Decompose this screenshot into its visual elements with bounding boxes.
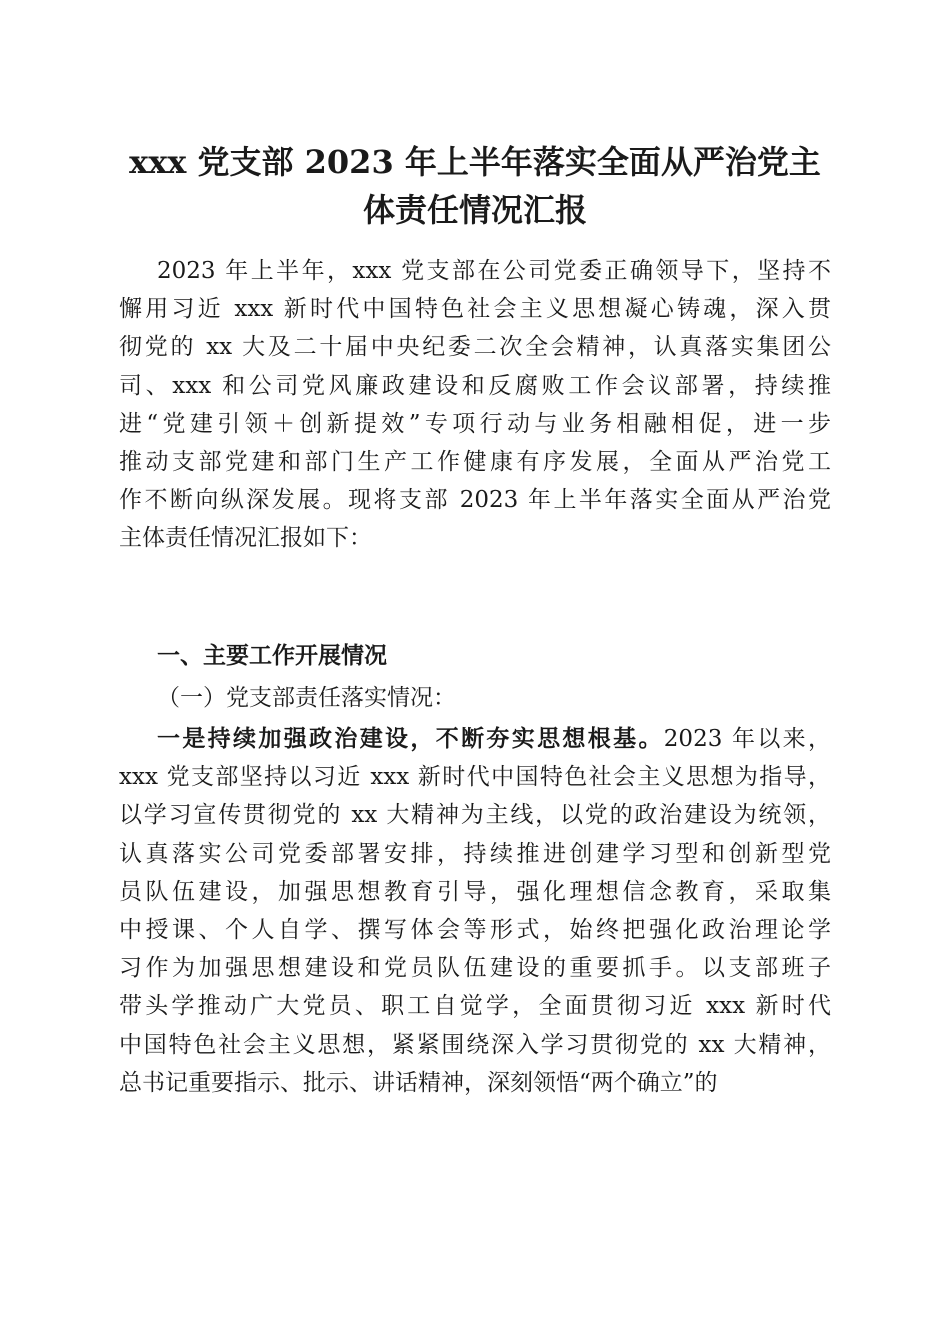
intro-line: 推动支部党建和部门生产工作健康有序发展，全面从严治党工: [119, 448, 831, 475]
paragraph-line: 中国特色社会主义思想，紧紧围绕深入学习贯彻党的 xx 大精神，: [119, 1031, 831, 1058]
paragraph-line: 总书记重要指示、批示、讲话精神，深刻领悟“两个确立”的: [119, 1069, 718, 1096]
intro-line: 进“党建引领＋创新提效”专项行动与业务相融相促，进一步: [119, 410, 831, 437]
paragraph-line: 中授课、个人自学、撰写体会等形式，始终把强化政治理论学: [119, 916, 831, 943]
title-line-1: xxx 党支部 2023 年上半年落实全面从严治党主: [129, 143, 821, 181]
intro-line: 彻党的 xx 大及二十届中央纪委二次全会精神，认真落实集团公: [119, 334, 831, 361]
intro-line: 司、xxx 和公司党风廉政建设和反腐败工作会议部署，持续推: [119, 372, 831, 399]
paragraph-line: 员队伍建设，加强思想教育引导，强化理想信念教育，采取集: [119, 878, 831, 905]
paragraph-line: 习作为加强思想建设和党员队伍建设的重要抓手。以支部班子: [119, 955, 831, 982]
intro-paragraph: [119, 252, 831, 558]
paragraph-first-line: [119, 720, 831, 758]
section-heading: 一、主要工作开展情况: [157, 643, 387, 669]
paragraph-line: 带头学推动广大党员、职工自觉学，全面贯彻习近 xxx 新时代: [119, 993, 831, 1020]
intro-line: 作不断向纵深发展。现将支部 2023 年上半年落实全面从严治党: [119, 487, 831, 514]
paragraph-line: xxx 党支部坚持以习近 xxx 新时代中国特色社会主义思想为指导，: [119, 764, 831, 791]
intro-line: 懈用习近 xxx 新时代中国特色社会主义思想凝心铸魂，深入贯: [119, 296, 831, 323]
intro-line: 主体责任情况汇报如下：: [119, 525, 372, 552]
paragraph-lead-sentence: 一是持续加强政治建设，不断夯实思想根基。: [157, 725, 664, 752]
paragraph-line: 以学习宣传贯彻党的 xx 大精神为主线，以党的政治建设为统领，: [119, 802, 831, 829]
paragraph-first-line-rest: 2023 年以来，: [663, 726, 831, 752]
document-title: [100, 138, 850, 234]
intro-line: 2023 年上半年，xxx 党支部在公司党委正确领导下，坚持不: [157, 258, 831, 284]
subsection-heading: （一）党支部责任落实情况：: [157, 685, 456, 711]
title-line-2: 体责任情况汇报: [362, 191, 587, 229]
paragraph-line: 认真落实公司党委部署安排，持续推进创建学习型和创新型党: [119, 840, 831, 867]
paragraph-political-building: [119, 720, 831, 1102]
